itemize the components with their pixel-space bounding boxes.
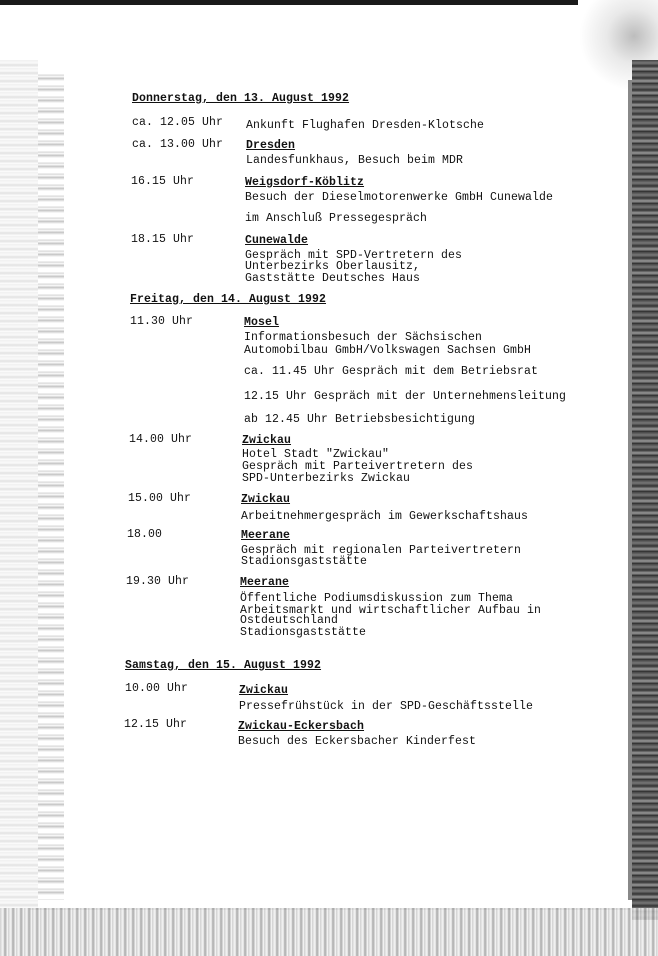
entry-line: Stadionsgaststätte: [240, 626, 367, 639]
entry-location: Zwickau: [239, 684, 289, 697]
entry-line: Besuch der Dieselmotorenwerke GmbH Cunewalde: [245, 191, 554, 204]
entry-line: Informationsbesuch der Sächsischen: [244, 331, 483, 344]
entry-line: 12.15 Uhr Gespräch mit der Unternehmensleitung: [244, 390, 567, 403]
entry-line: Stadionsgaststätte: [241, 555, 368, 568]
entry-line: Pressefrühstück in der SPD-Geschäftsstelle: [239, 700, 534, 713]
entry-line: Ostdeutschland: [240, 614, 339, 627]
entry-line: Ankunft Flughafen Dresden-Klotsche: [246, 119, 485, 132]
entry-time: 16.15 Uhr: [131, 175, 195, 188]
entry-time: 11.30 Uhr: [130, 315, 194, 328]
day-heading: Donnerstag, den 13. August 1992: [132, 92, 350, 105]
entry-location: Zwickau-Eckersbach: [238, 720, 365, 733]
entry-line: Hotel Stadt "Zwickau": [242, 448, 390, 461]
entry-line: Unterbezirks Oberlausitz,: [245, 260, 421, 273]
entry-line: SPD-Unterbezirks Zwickau: [242, 472, 411, 485]
entry-time: 10.00 Uhr: [125, 682, 189, 695]
scan-right-edge: [632, 60, 658, 920]
entry-location: Weigsdorf-Köblitz: [245, 176, 365, 189]
entry-line: Arbeitnehmergespräch im Gewerkschaftshaus: [241, 510, 529, 523]
entry-line: ca. 11.45 Uhr Gespräch mit dem Betriebsrat: [244, 365, 539, 378]
entry-line: Landesfunkhaus, Besuch beim MDR: [246, 154, 464, 167]
scan-left-edge: [38, 70, 64, 900]
entry-time: 12.15 Uhr: [124, 718, 188, 731]
entry-line: Gespräch mit regionalen Parteivertretern: [241, 544, 522, 557]
entry-line: Öffentliche Podiumsdiskussion zum Thema: [240, 592, 514, 605]
entry-time: ca. 13.00 Uhr: [132, 138, 224, 151]
entry-line: Gespräch mit Parteivertretern des: [242, 460, 474, 473]
day-heading: Samstag, den 15. August 1992: [125, 659, 322, 672]
entry-location: Dresden: [246, 139, 296, 152]
entry-line: ab 12.45 Uhr Betriebsbesichtigung: [244, 413, 476, 426]
entry-line: Gespräch mit SPD-Vertretern des: [245, 249, 463, 262]
entry-line: Besuch des Eckersbacher Kinderfest: [238, 735, 477, 748]
entry-time: ca. 12.05 Uhr: [132, 116, 224, 129]
entry-time: 18.15 Uhr: [131, 233, 195, 246]
entry-location: Meerane: [241, 529, 291, 542]
entry-line: Arbeitsmarkt und wirtschaftlicher Aufbau in: [240, 604, 542, 617]
entry-time: 19.30 Uhr: [126, 575, 190, 588]
entry-location: Zwickau: [242, 434, 292, 447]
entry-location: Meerane: [240, 576, 290, 589]
entry-line: Gaststätte Deutsches Haus: [245, 272, 421, 285]
entry-line: im Anschluß Pressegespräch: [245, 212, 428, 225]
entry-location: Zwickau: [241, 493, 291, 506]
entry-location: Cunewalde: [245, 234, 309, 247]
entry-location: Mosel: [244, 316, 280, 329]
entry-time: 18.00: [127, 528, 163, 541]
entry-time: 15.00 Uhr: [128, 492, 192, 505]
scan-left-margin-noise: [0, 60, 38, 910]
day-heading: Freitag, den 14. August 1992: [130, 293, 327, 306]
entry-line: Automobilbau GmbH/Volkswagen Sachsen GmbH: [244, 344, 532, 357]
entry-time: 14.00 Uhr: [129, 433, 193, 446]
scan-top-edge: [0, 0, 658, 5]
scan-bottom-edge: [0, 908, 658, 956]
